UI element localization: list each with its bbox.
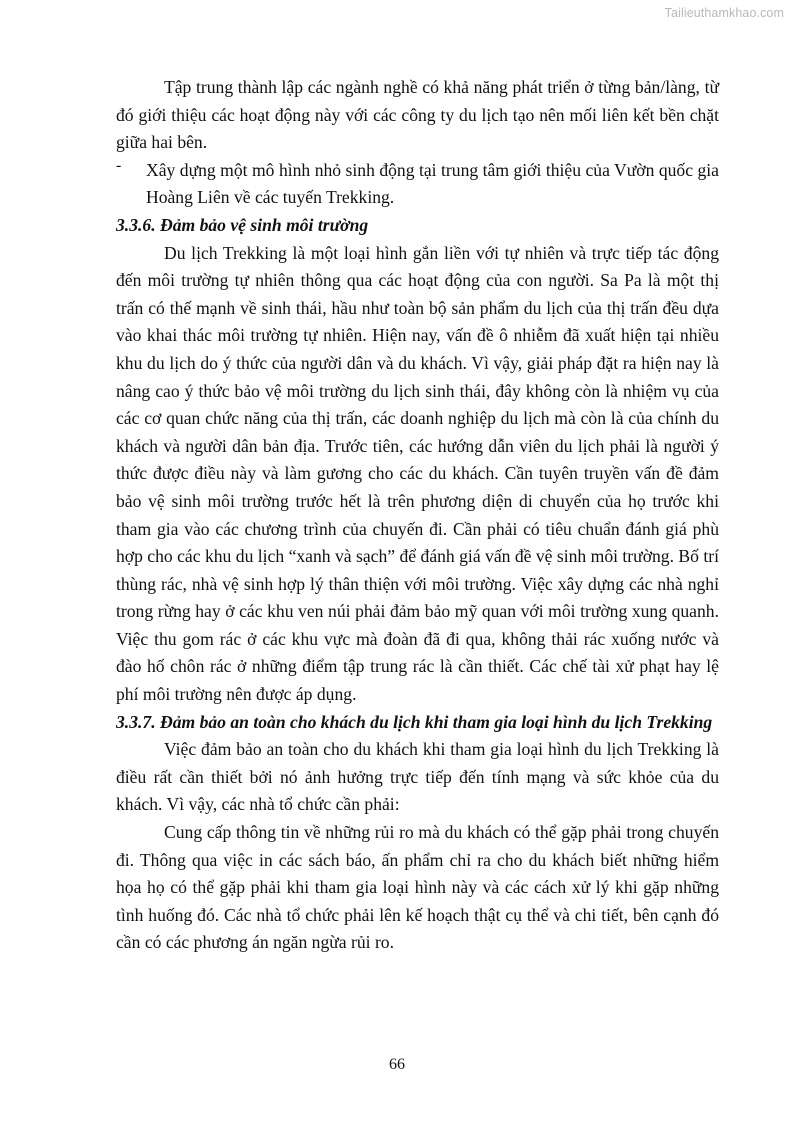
paragraph-craft-villages: Tập trung thành lập các ngành nghề có khả năng phát triển ở từng bản/làng, từ đó giới thiệu các hoạt động này với các công ty du lịch tạo nên mối liên kết bền chặt giữa hai bên. [116, 77, 719, 153]
section-heading-3-3-7: 3.3.7. Đảm bảo an toàn cho khách du lịch khi tham gia loại hình du lịch Trekking [116, 711, 713, 732]
bullet-item [116, 157, 719, 212]
paragraph-environment: Du lịch Trekking là một loại hình gắn liền với tự nhiên và trực tiếp tác động đến môi trường tự nhiên thông qua các hoạt động của con người. Sa Pa là một thị trấn có thế mạnh về sinh thái, hầu như toàn bộ sản phẩm du lịch của thị trấn đều dựa vào khai thác môi trường tự nhiên. Hiện nay, vấn đề ô nhiễm đã xuất hiện tại nhiều khu du lịch do ý thức của người dân và du khách. Vì vậy, giải pháp đặt ra hiện nay là nâng cao ý thức bảo vệ môi trường du lịch sinh thái, đây không còn là nhiệm vụ của các cơ quan chức năng của thị trấn, các doanh nghiệp du lịch mà còn là của chính du khách và người dân bản địa. Trước tiên, các hướng dẫn viên du lịch phải là người ý thức được điều này và làm gương cho các du khách. Cần tuyên truyền vấn đề đảm bảo vệ sinh môi trường trước hết là trên phương diện di chuyển của họ trước khi tham gia vào các chương trình của chuyến đi. Cần phải có tiêu chuẩn đánh giá phù hợp cho các khu du lịch “xanh và sạch” để đánh giá vấn đề vệ sinh môi trường. Bố trí thùng rác, nhà vệ sinh hợp lý thân thiện với môi trường. Việc xây dựng các nhà nghỉ trong rừng hay ở các khu ven núi phải đảm bảo mỹ quan với môi trường xung quanh. Việc thu gom rác ở các khu vực mà đoàn đã đi qua, không thải rác xuống nước và đào hố chôn rác ở những điểm tập trung rác là cần thiết. Các chế tài xử phạt hay lệ phí môi trường nên được áp dụng. [116, 242, 719, 705]
section-heading-3-3-6: 3.3.6. Đảm bảo vệ sinh môi trường [116, 214, 369, 235]
body-text [116, 74, 719, 957]
bullet-text: Xây dựng một mô hình nhỏ sinh động tại trung tâm giới thiệu của Vườn quốc gia Hoàng Liên về các tuyến Trekking. [146, 159, 719, 208]
paragraph-risk-info: Cung cấp thông tin về những rủi ro mà du khách có thể gặp phải trong chuyến đi. Thông qua việc in các sách báo, ấn phẩm chỉ ra cho du khách biết những hiểm họa họ có thể gặp phải khi tham gia loại hình này và các cách xử lý khi gặp những tình huống đó. Các nhà tổ chức phải lên kế hoạch thật cụ thể và chi tiết, bên cạnh đó cần có các phương án ngăn ngừa rủi ro. [116, 822, 719, 953]
page-number: 66 [389, 1056, 405, 1073]
paragraph-safety-intro: Việc đảm bảo an toàn cho du khách khi tham gia loại hình du lịch Trekking là điều rất cần thiết bởi nó ảnh hưởng trực tiếp đến tính mạng và sức khỏe của du khách. Vì vậy, các nhà tổ chức cần phải: [116, 739, 719, 815]
bullet-dash: - [116, 156, 122, 174]
watermark: Tailieuthamkhao.com [664, 6, 784, 20]
